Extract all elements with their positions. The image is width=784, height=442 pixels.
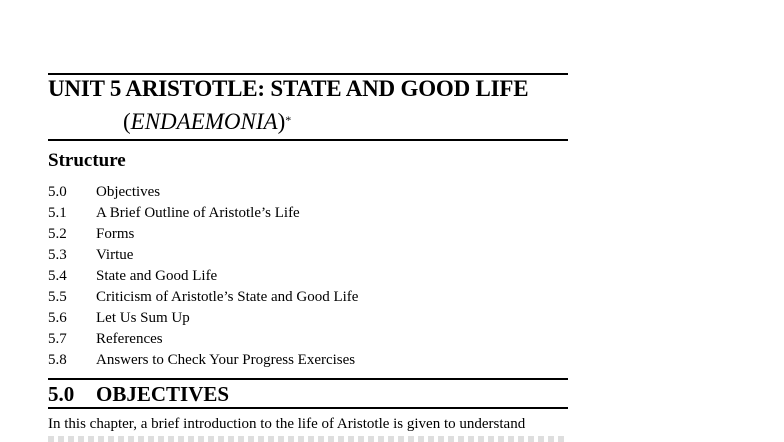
toc-item-number: 5.1 [48, 205, 67, 221]
section-number: 5.0 [48, 382, 75, 406]
section-top-rule [48, 378, 568, 380]
toc-item [48, 245, 358, 266]
toc-item-label: Objectives [96, 184, 161, 200]
toc-item-number: 5.7 [48, 331, 67, 347]
structure-heading: Structure [48, 150, 126, 171]
toc-item-label: Criticism of Aristotle’s State and Good Life [96, 289, 359, 305]
toc-item-label: References [96, 331, 163, 347]
toc-item [48, 350, 358, 371]
toc-item-label: Let Us Sum Up [96, 310, 190, 326]
table-of-contents [48, 182, 358, 371]
section-heading [48, 381, 229, 407]
toc-item-number: 5.2 [48, 226, 67, 242]
toc-item-label: Virtue [96, 247, 134, 263]
toc-item-label: A Brief Outline of Aristotle’s Life [96, 205, 300, 221]
toc-item-number: 5.3 [48, 247, 67, 263]
toc-item-number: 5.6 [48, 310, 67, 326]
toc-item-number: 5.8 [48, 352, 67, 368]
toc-item [48, 203, 358, 224]
unit-title: UNIT 5 ARISTOTLE: STATE AND GOOD LIFE [48, 76, 529, 101]
toc-item-label: Answers to Check Your Progress Exercises [96, 352, 356, 368]
toc-item-label: State and Good Life [96, 268, 218, 284]
toc-item [48, 182, 358, 203]
toc-item-number: 5.5 [48, 289, 67, 305]
toc-item [48, 329, 358, 350]
cut-off-text-line [48, 436, 568, 442]
toc-item [48, 266, 358, 287]
toc-item-number: 5.0 [48, 184, 67, 200]
objectives-paragraph: In this chapter, a brief introduction to the life of Aristotle is given to understand [48, 416, 526, 432]
toc-item [48, 224, 358, 245]
toc-item-label: Forms [96, 226, 135, 242]
title-bottom-rule [48, 139, 568, 141]
toc-item-number: 5.4 [48, 268, 67, 284]
toc-item [48, 287, 358, 308]
toc-item [48, 308, 358, 329]
section-bottom-rule [48, 407, 568, 409]
subtitle-open-paren: ( [123, 109, 131, 134]
unit-subtitle [123, 107, 291, 137]
section-title: OBJECTIVES [96, 382, 230, 406]
footnote-mark: * [285, 113, 292, 127]
subtitle-close-paren: ) [277, 109, 286, 134]
subtitle-italic-term: ENDAEMONIA [130, 109, 278, 134]
